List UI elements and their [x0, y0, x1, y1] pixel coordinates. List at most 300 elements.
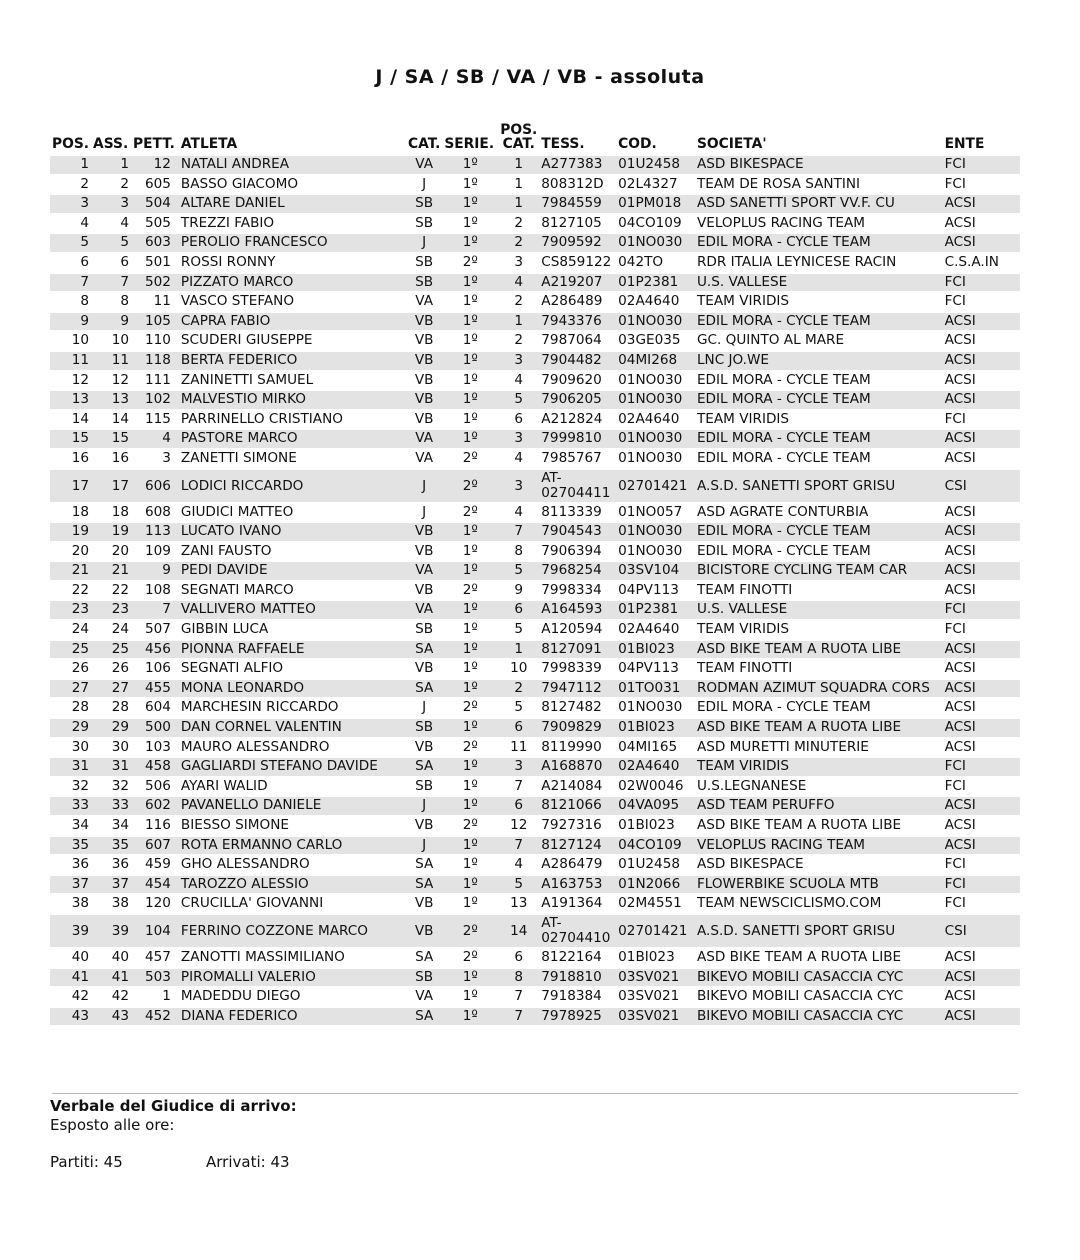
cell-tess: 7998334 — [541, 581, 602, 598]
cell-ente: ACSI — [943, 195, 1020, 213]
cell-cod: 01U2458 — [618, 856, 680, 873]
cell-societa: EDIL MORA - CYCLE TEAM — [696, 371, 871, 388]
cell-pos-cat: 4 — [498, 274, 539, 292]
cell-tess: 7943376 — [539, 313, 616, 331]
cell-tess: 7927316 — [541, 817, 602, 833]
cell-ente: FCI — [943, 156, 1020, 174]
cell-atleta: MONA LEONARDO — [179, 680, 406, 698]
cell-tess: 7904543 — [539, 523, 616, 541]
cell-pos: 13 — [50, 391, 91, 409]
cell-tess: 808312D — [541, 175, 604, 192]
cell-ente: ACSI — [943, 680, 1020, 698]
cell-pos-cat: 4 — [514, 449, 524, 466]
table-row — [50, 504, 1020, 522]
table-row — [50, 470, 1020, 502]
cell-ente: ACSI — [944, 738, 976, 755]
cell-cat: J — [406, 234, 442, 252]
cell-serie: 1º — [462, 777, 478, 794]
cell-ente: FCI — [943, 601, 1020, 619]
cell-pos-cat: 2 — [514, 214, 524, 231]
cell-pett: 1 — [162, 988, 171, 1005]
cell-cod: 01NO030 — [616, 391, 695, 409]
cell-pett: 109 — [144, 542, 171, 559]
cell-pos: 17 — [50, 470, 91, 502]
cell-serie: 1º — [462, 988, 478, 1005]
cell-serie: 1º — [442, 195, 498, 213]
cell-atleta: PEDI DAVIDE — [179, 562, 406, 580]
cell-ente: ACSI — [944, 817, 976, 833]
cell-cat: VB — [406, 523, 442, 541]
cell-ente: ACSI — [944, 449, 976, 466]
cell-serie: 1º — [442, 876, 498, 894]
cell-pos-cat: 4 — [514, 503, 524, 520]
table-row — [50, 758, 1020, 776]
cell-atleta: CAPRA FABIO — [179, 313, 406, 331]
table-row — [50, 582, 1020, 600]
verbale-title: Verbale del Giudice di arrivo: — [50, 1097, 297, 1115]
cell-pos-cat: 2 — [514, 332, 524, 349]
cell-pett: 106 — [144, 660, 171, 677]
cell-pos: 43 — [50, 1008, 91, 1026]
cell-ass: 34 — [111, 817, 129, 833]
cell-tess: 8127105 — [541, 214, 602, 231]
cell-tess: 7985767 — [541, 449, 602, 466]
cell-ente: FCI — [944, 621, 966, 638]
table-row — [50, 1008, 1020, 1026]
cell-serie: 2º — [442, 470, 498, 502]
cell-cod: 01TO031 — [616, 680, 695, 698]
cell-pos-cat: 11 — [510, 738, 528, 755]
cell-serie: 1º — [442, 797, 498, 815]
cell-ass: 9 — [91, 313, 131, 331]
table-row — [50, 523, 1020, 541]
cell-tess: A286489 — [541, 293, 603, 310]
cell-tess: 7904482 — [539, 352, 616, 370]
table-row — [50, 234, 1020, 252]
cell-tess: 8119990 — [541, 738, 602, 755]
cell-atleta: SCUDERI GIUSEPPE — [180, 332, 313, 349]
cell-ass: 5 — [91, 234, 131, 252]
cell-ass: 27 — [91, 680, 131, 698]
partiti-value: 45 — [103, 1153, 123, 1171]
cell-pos-cat: 3 — [498, 470, 539, 502]
cell-pett: 459 — [144, 856, 171, 873]
cell-societa: TEAM NEWSCICLISMO.COM — [696, 895, 882, 912]
cell-cat: VB — [406, 352, 442, 370]
cell-atleta: MALVESTIO MIRKO — [179, 391, 406, 409]
cell-pos-cat: 5 — [498, 562, 539, 580]
cell-ass: 2 — [120, 175, 129, 192]
table-row — [50, 601, 1020, 619]
cell-cod: 04PV113 — [618, 660, 679, 677]
cell-tess: A163753 — [539, 876, 616, 894]
cell-cat: VB — [406, 391, 442, 409]
cell-societa: EDIL MORA - CYCLE TEAM — [695, 391, 943, 409]
table-row — [50, 876, 1020, 894]
cell-pos: 32 — [71, 777, 90, 794]
cell-societa: ASD BIKE TEAM A RUOTA LIBE — [695, 641, 943, 659]
cell-ente: ACSI — [944, 332, 976, 349]
table-row — [50, 411, 1020, 429]
cell-ass: 18 — [111, 503, 129, 520]
cell-societa: EDIL MORA - CYCLE TEAM — [696, 542, 871, 559]
cell-atleta: ZANI FAUSTO — [180, 542, 272, 559]
table-row — [50, 719, 1020, 737]
cell-ente: FCI — [944, 175, 966, 192]
cell-pett: 102 — [131, 391, 179, 409]
cell-societa: TEAM VIRIDIS — [696, 621, 790, 638]
cell-pett: 104 — [131, 915, 179, 947]
cell-atleta: FERRINO COZZONE MARCO — [179, 915, 406, 947]
cell-cat: J — [406, 470, 442, 502]
cell-pett: 604 — [144, 699, 171, 716]
cell-cod: 01NO030 — [616, 234, 695, 252]
partiti-label: Partiti: — [50, 1153, 99, 1171]
footer-divider — [52, 1093, 1018, 1094]
cell-societa: U.S. VALLESE — [695, 274, 943, 292]
tess-wrapped: AT- 02704411 — [541, 469, 611, 501]
cell-pett: 115 — [144, 410, 171, 427]
cell-pos: 28 — [71, 699, 90, 716]
cell-cat: SA — [406, 1008, 442, 1026]
cell-pos: 6 — [80, 253, 90, 270]
cell-pos: 21 — [50, 562, 91, 580]
cell-tess: A212824 — [541, 410, 603, 427]
cell-pos-cat: 6 — [498, 719, 539, 737]
cell-serie: 2º — [462, 503, 478, 520]
cell-serie: 1º — [462, 332, 478, 349]
cell-cat: J — [406, 837, 442, 855]
cell-cod: 01NO030 — [616, 523, 695, 541]
cell-serie: 1º — [442, 523, 498, 541]
cell-atleta: BERTA FEDERICO — [179, 352, 406, 370]
cell-ente: FCI — [944, 777, 966, 794]
cell-cod: 03GE035 — [618, 332, 681, 349]
cell-tess: 8127124 — [539, 837, 616, 855]
table-row — [50, 949, 1020, 967]
cell-pett: 504 — [131, 195, 179, 213]
col-header-atleta: ATLETA — [180, 136, 238, 152]
cell-tess: A219207 — [539, 274, 616, 292]
cell-atleta: CRUCILLA' GIOVANNI — [180, 895, 324, 912]
arrivati-count — [206, 1153, 290, 1171]
cell-pos: 27 — [50, 680, 91, 698]
cell-pos-cat: 2 — [514, 293, 524, 310]
cell-societa: U.S.LEGNANESE — [696, 777, 807, 794]
cell-atleta: SEGNATI ALFIO — [180, 660, 284, 677]
cell-ass: 24 — [111, 621, 129, 638]
cell-pett: 454 — [131, 876, 179, 894]
cell-tess: 7998339 — [541, 660, 602, 677]
cell-pett: 603 — [131, 234, 179, 252]
cell-cat: SB — [415, 621, 434, 638]
cell-pett: 120 — [144, 895, 171, 912]
cell-societa: TEAM VIRIDIS — [695, 758, 943, 776]
cell-societa: ASD MURETTI MINUTERIE — [696, 738, 869, 755]
cell-pos-cat: 3 — [498, 758, 539, 776]
cell-ente: ACSI — [944, 948, 976, 965]
cell-societa: RDR ITALIA LEYNICESE RACIN — [696, 253, 897, 270]
cell-pos-cat: 7 — [514, 988, 524, 1005]
cell-cat: VB — [414, 895, 434, 912]
cell-pos: 31 — [50, 758, 91, 776]
cell-cod: 02L4327 — [618, 175, 678, 192]
cell-pett: 7 — [131, 601, 179, 619]
cell-societa: BICISTORE CYCLING TEAM CAR — [695, 562, 943, 580]
cell-tess: CS859122 — [541, 253, 612, 270]
col-header-pos-cat-line2: CAT. — [502, 136, 535, 152]
cell-ass: 12 — [111, 371, 129, 388]
cell-atleta: PEROLIO FRANCESCO — [179, 234, 406, 252]
cell-cod: 03SV021 — [618, 988, 680, 1005]
cell-cod: 04VA095 — [616, 797, 695, 815]
cell-pos-cat: 8 — [498, 969, 539, 987]
cell-societa: ASD TEAM PERUFFO — [695, 797, 943, 815]
cell-ass: 39 — [91, 915, 131, 947]
col-header-societa: SOCIETA' — [696, 136, 767, 152]
cell-cat: VA — [406, 156, 442, 174]
cell-atleta: NATALI ANDREA — [179, 156, 406, 174]
table-row — [50, 641, 1020, 659]
cell-atleta: MARCHESIN RICCARDO — [180, 699, 339, 716]
cell-ass: 26 — [111, 660, 129, 677]
cell-cod: 01BI023 — [618, 948, 675, 965]
cell-serie: 2º — [462, 449, 478, 466]
cell-tess — [539, 470, 616, 502]
cell-cod: 02M4551 — [618, 895, 682, 912]
cell-pett: 500 — [131, 719, 179, 737]
table-row — [50, 856, 1020, 874]
cell-ente: FCI — [943, 758, 1020, 776]
cell-pos: 23 — [50, 601, 91, 619]
cell-pett: 505 — [144, 214, 171, 231]
cell-serie: 1º — [442, 313, 498, 331]
cell-serie: 1º — [442, 601, 498, 619]
cell-atleta: ZANETTI SIMONE — [180, 449, 297, 466]
col-header-cat: CAT. — [408, 136, 441, 152]
cell-cat: VB — [414, 410, 434, 427]
cell-societa: LNC JO.WE — [695, 352, 943, 370]
cell-ente: ACSI — [943, 719, 1020, 737]
cell-ente: ACSI — [944, 660, 976, 677]
cell-cod: 04MI165 — [618, 738, 678, 755]
table-row — [50, 699, 1020, 717]
cell-cod: 04CO109 — [618, 214, 682, 231]
cell-cat: VB — [414, 581, 434, 598]
cell-pett: 506 — [144, 777, 171, 794]
esposto-label: Esposto alle ore: — [50, 1116, 175, 1134]
cell-tess: 7906205 — [539, 391, 616, 409]
cell-pos-cat: 14 — [498, 915, 539, 947]
table-row — [50, 680, 1020, 698]
cell-atleta: LODICI RICCARDO — [179, 470, 406, 502]
cell-cat: SB — [415, 214, 434, 231]
cell-pett: 4 — [131, 430, 179, 448]
cell-pos-cat: 3 — [498, 430, 539, 448]
col-header-pos-cat-line1: POS. — [500, 122, 538, 138]
cell-pos: 42 — [71, 988, 90, 1005]
cell-pett: 110 — [144, 332, 171, 349]
cell-societa: BIKEVO MOBILI CASACCIA CYC — [695, 969, 943, 987]
cell-cat: SB — [406, 195, 442, 213]
cell-serie: 1º — [462, 371, 478, 388]
cell-cod: 03SV021 — [616, 1008, 695, 1026]
table-row — [50, 352, 1020, 370]
cell-serie: 1º — [442, 1008, 498, 1026]
cell-pos: 22 — [71, 581, 90, 598]
cell-ass: 1 — [91, 156, 131, 174]
cell-ente: ACSI — [944, 542, 976, 559]
cell-atleta: PIZZATO MARCO — [179, 274, 406, 292]
cell-societa: BIKEVO MOBILI CASACCIA CYC — [695, 1008, 943, 1026]
cell-serie: 1º — [442, 274, 498, 292]
table-row — [50, 895, 1020, 913]
cell-cod: 01NO057 — [618, 503, 683, 520]
cell-cod: 01PM018 — [616, 195, 695, 213]
cell-ente: ACSI — [944, 214, 976, 231]
cell-ente: ACSI — [943, 837, 1020, 855]
table-row — [50, 274, 1020, 292]
cell-pett: 108 — [144, 581, 171, 598]
cell-cat: VA — [415, 988, 434, 1005]
table-row — [50, 430, 1020, 448]
cell-ente: ACSI — [943, 430, 1020, 448]
cell-societa: VELOPLUS RACING TEAM — [696, 214, 866, 231]
cell-cat: VB — [406, 313, 442, 331]
cell-atleta: MAURO ALESSANDRO — [180, 738, 330, 755]
cell-pos-cat: 6 — [514, 948, 524, 965]
cell-serie: 1º — [442, 562, 498, 580]
cell-cod: 04CO109 — [616, 837, 695, 855]
cell-pos: 39 — [50, 915, 91, 947]
cell-cat: VB — [414, 542, 434, 559]
cell-pett: 507 — [144, 621, 171, 638]
cell-ente: ACSI — [943, 797, 1020, 815]
cell-atleta: PASTORE MARCO — [179, 430, 406, 448]
cell-cat: J — [422, 503, 427, 520]
cell-pos: 33 — [50, 797, 91, 815]
cell-ass: 38 — [111, 895, 129, 912]
cell-atleta: ROSSI RONNY — [180, 253, 276, 270]
cell-cod: 02701421 — [616, 915, 695, 947]
cell-cat: SA — [406, 876, 442, 894]
cell-ente: ACSI — [944, 699, 976, 716]
cell-pos-cat: 10 — [510, 660, 528, 677]
cell-serie: 1º — [462, 856, 478, 873]
cell-cat: VA — [415, 293, 434, 310]
cell-pett: 503 — [131, 969, 179, 987]
cell-societa: EDIL MORA - CYCLE TEAM — [695, 523, 943, 541]
table-row — [50, 372, 1020, 390]
cell-cod: 02W0046 — [618, 777, 684, 794]
cell-ente: ACSI — [943, 523, 1020, 541]
cell-tess: 7906394 — [541, 542, 602, 559]
cell-cod: 02701421 — [616, 470, 695, 502]
cell-ente: FCI — [943, 876, 1020, 894]
cell-pos: 5 — [50, 234, 91, 252]
cell-serie: 1º — [442, 391, 498, 409]
cell-pett: 9 — [131, 562, 179, 580]
cell-pos-cat: 4 — [514, 856, 524, 873]
partiti-count — [50, 1153, 123, 1171]
cell-pos: 41 — [50, 969, 91, 987]
cell-pos-cat: 12 — [510, 817, 528, 833]
cell-tess: A277383 — [539, 156, 616, 174]
cell-ente: FCI — [944, 895, 966, 912]
cell-serie: 2º — [462, 699, 478, 716]
cell-cat: VB — [414, 660, 434, 677]
table-row — [50, 778, 1020, 796]
cell-atleta: GHO ALESSANDRO — [180, 856, 310, 873]
cell-atleta: VALLIVERO MATTEO — [179, 601, 406, 619]
cell-pos: 38 — [71, 895, 90, 912]
cell-serie: 1º — [442, 641, 498, 659]
cell-ass: 43 — [91, 1008, 131, 1026]
cell-ente: ACSI — [943, 234, 1020, 252]
cell-cat: VB — [406, 915, 442, 947]
cell-cod: 01BI023 — [618, 817, 675, 833]
cell-pos-cat: 1 — [514, 175, 524, 192]
cell-societa: TEAM FINOTTI — [696, 660, 793, 677]
cell-tess: 8121066 — [539, 797, 616, 815]
cell-atleta: ROTA ERMANNO CARLO — [179, 837, 406, 855]
cell-cat: VB — [414, 817, 434, 833]
cell-atleta: GIUDICI MATTEO — [180, 503, 294, 520]
cell-cat: VB — [414, 738, 434, 755]
cell-tess: 7918810 — [539, 969, 616, 987]
cell-societa: TEAM DE ROSA SANTINI — [696, 175, 861, 192]
cell-pett: 103 — [144, 738, 171, 755]
cell-ass: 16 — [111, 449, 129, 466]
cell-tess: 7984559 — [539, 195, 616, 213]
cell-cod: 01P2381 — [616, 601, 695, 619]
cell-societa: RODMAN AZIMUT SQUADRA CORS — [695, 680, 943, 698]
cell-societa: ASD AGRATE CONTURBIA — [696, 503, 869, 520]
cell-serie: 2º — [462, 948, 478, 965]
cell-cod: 03SV021 — [616, 969, 695, 987]
cell-cod: 01BI023 — [616, 641, 695, 659]
cell-societa: A.S.D. SANETTI SPORT GRISU — [695, 915, 943, 947]
cell-ente: ACSI — [943, 1008, 1020, 1026]
cell-ass: 3 — [91, 195, 131, 213]
cell-pos: 34 — [71, 817, 90, 833]
cell-pos-cat: 1 — [498, 156, 539, 174]
cell-atleta: PIONNA RAFFAELE — [179, 641, 406, 659]
cell-cod: 04MI268 — [616, 352, 695, 370]
table-row — [50, 293, 1020, 311]
cell-pos: 4 — [80, 214, 90, 231]
cell-pos-cat: 7 — [514, 777, 524, 794]
cell-ass: 14 — [111, 410, 129, 427]
cell-ass: 11 — [91, 352, 131, 370]
cell-cat: SA — [406, 680, 442, 698]
cell-cat: SB — [406, 719, 442, 737]
cell-societa: VELOPLUS RACING TEAM — [695, 837, 943, 855]
cell-pett: 3 — [162, 449, 171, 466]
cell-cod: 04PV113 — [618, 581, 679, 598]
cell-atleta: TAROZZO ALESSIO — [179, 876, 406, 894]
cell-pos-cat: 4 — [514, 371, 524, 388]
cell-ente: CSI — [943, 470, 1020, 502]
cell-cat: SB — [406, 274, 442, 292]
cell-cat: VA — [406, 430, 442, 448]
cell-societa: ASD SANETTI SPORT VV.F. CU — [695, 195, 943, 213]
cell-atleta: GIBBIN LUCA — [180, 621, 269, 638]
cell-atleta: PAVANELLO DANIELE — [179, 797, 406, 815]
cell-cod: 03SV104 — [616, 562, 695, 580]
cell-pos-cat: 1 — [498, 195, 539, 213]
cell-pos: 26 — [71, 660, 90, 677]
